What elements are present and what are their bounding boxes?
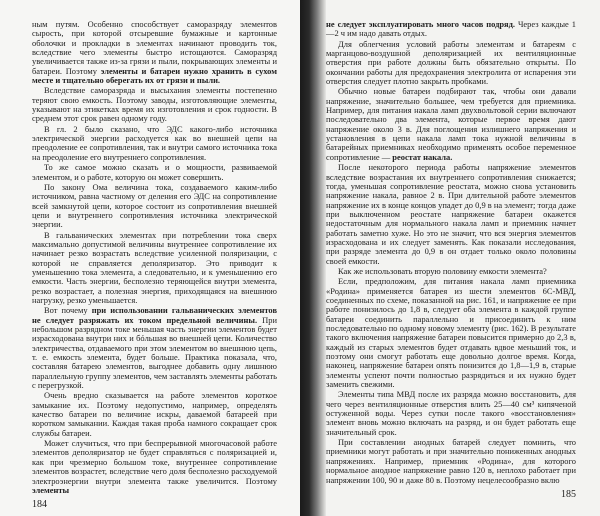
paragraph bbox=[32, 163, 277, 182]
left-page-text bbox=[32, 20, 277, 495]
book-spine-shadow bbox=[300, 0, 326, 516]
page-number: 185 bbox=[561, 488, 576, 500]
text-run: Элементы типа МВД после их разряда можно восстановить, для чего через вентиляционные отверстия влить 25—40 см³ кипяченой остуженной воды. Через сутки после такого «восстановления» элемент вновь можно включать на разряд, и он будет работать еще значительный срок. bbox=[326, 389, 576, 437]
text-run: После некоторого периода работы напряжение элементов вследствие возрастания их внутреннего сопротивления снижается; тогда, уменьшая сопротивление реостата, можно снова установить напряжение накала, равное 2 в. При длительной работе элементов напряжение их в конце концов упадет до 0,9 в на элемент; тогда даже при выключенном реостате напряжение батареи окажется недостаточным для нормального накала ламп и приемник начнет работать заметно хуже. Но это не значит, что вся энергия элементов израсходована и их следует заменять. Как показали исследования, при разряде элемента до 0,9 в он отдает только около половины своей емкости. bbox=[326, 162, 576, 266]
text-run: Вследствие саморазряда и высыхания элементы постепенно теряют свою емкость. Поэтому заводы, изготовляющие элементы, указывают на этикетках время их изготовления и срок годности. В среднем этот срок равен одному году. bbox=[32, 85, 277, 124]
text-run: ным путям. Особенно способствует саморазряду элементов сырость, при которой отсыревшие бумажные и картонные оболочки и прокладки в элементах начинают проводить ток, вследствие чего элементы быстро истощаются. Саморазряд увеличивается также из-за грязи и пыли, покрывающих элементы и батареи. Поэтому bbox=[32, 19, 277, 76]
text-run: Для облегчения условий работы элементам и батареям с марганцово-воздушной деполяризацией их вентиляционные отверстия при работе должны быть обязательно открыты. По окончании работы для предохранения электролита от испарения эти отверстия следует плотно закрыть пробками. bbox=[326, 38, 576, 87]
paragraph bbox=[32, 20, 277, 85]
paragraph bbox=[32, 391, 277, 438]
paragraph bbox=[326, 390, 576, 437]
bold-text: реостат накала. bbox=[392, 151, 453, 162]
text-run: Как же использовать вторую половину емкости элемента? bbox=[338, 265, 547, 276]
paragraph bbox=[326, 163, 576, 266]
text-run: В гл. 2 было сказано, что ЭДС какого-либо источника электрической энергии расходуется как во внешней цепи на преодоление ее сопротивления, так и внутри самого источника тока на преодоление его внутреннего сопротивления. bbox=[32, 123, 277, 162]
paragraph bbox=[32, 125, 277, 162]
page-number: 184 bbox=[32, 499, 47, 511]
paragraph bbox=[326, 87, 576, 162]
paragraph bbox=[32, 439, 277, 495]
paragraph bbox=[32, 86, 277, 123]
paragraph bbox=[32, 306, 277, 390]
bold-text: элементы и батареи нужно хранить в сухом месте и тщательно оберегать их от грязи и пыли. bbox=[32, 65, 277, 86]
text-run: Если, предположим, для питания накала ламп приемника «Родина» применяется батарея из шести элементов 6С-МВД, соединенных по схеме, показанной на рис. 161, и напряжение ее при работе понизилось до 1,8 в, следует оба элемента в каждой группе батареи соединить параллельно и присоединить к ним последовательно по одному новому элементу (рис. 162). В результате такого включения напряжение батареи повысится примерно до 2,3 в, каждый из старых элементов будет отдавать вдвое меньший ток, и поэтому они смогут работать еще довольно долгое время. Когда, наконец, напряжение батареи опять понизится до 1,8—1,9 в, старые элементы успеют почти полностью разрядиться и их нужно будет заменить свежими. bbox=[326, 276, 576, 390]
paragraph bbox=[32, 231, 277, 306]
paragraph bbox=[326, 40, 576, 87]
paragraph bbox=[326, 267, 576, 276]
paragraph bbox=[32, 183, 277, 230]
right-page bbox=[300, 0, 600, 516]
text-run: Вот почему bbox=[44, 305, 92, 316]
paragraph bbox=[326, 20, 576, 39]
text-run: По закону Ома величина тока, создаваемого каким-либо источником, равна частному от деления его ЭДС на сопротивление всей замкнутой цепи, которое состоит из сопротивления внешней цепи и внутреннего сопротивления источника электрической энергии. bbox=[32, 181, 277, 230]
text-run: Обычно новые батареи подбирают так, чтобы они давали напряжение, значительно большее, чем требуется для приемника. Например, для питания накала ламп двухвольтовой серии включают последовательно два элемента, которые первое время дают напряжение около 3 в. Для поглощения излишнего напряжения и установления в цепи накала ламп тока нужной величины в батарейных приемниках необходимо применять особое переменное сопротивление — bbox=[326, 86, 576, 162]
text-run: Может случиться, что при беспрерывной многочасовой работе элементов деполяризатор не будет справляться с поляризацией и, как при чрезмерно большом токе, внутреннее сопротивление элементов возрастет, вследствие чего доля бесполезно расходуемой электроэнергии внутри элемента также увеличится. Поэтому bbox=[32, 438, 277, 486]
text-run: Через каждые 1—2 ч им надо давать отдых. bbox=[326, 19, 576, 39]
right-page-text bbox=[326, 20, 576, 485]
paragraph bbox=[326, 277, 576, 389]
text-run: В гальванических элементах при потреблении тока сверх максимально допустимой величины внутреннее сопротивление их начинает резко возрастать вследствие усиленной поляризации, с которой не справляется деполяризатор. Это приводит к уменьшению тока элемента, а следовательно, и к уменьшению его емкости. Часть энергии, бесполезно теряющейся внутри элемента, резко возрастает, а полезная энергия, приходящаяся на внешнюю нагрузку, резко уменьшается. bbox=[32, 229, 277, 305]
text-run: При составлении анодных батарей следует помнить, что приемники могут работать и при значительно пониженных анодных напряжениях. Например, приемник «Родина», для которого нормальное анодное напряжение равно 120 в, неплохо работает при напряжении 100, 90 и даже 80 в. Поэтому нецелесообразно вклю bbox=[326, 437, 576, 485]
bold-text: элементы bbox=[32, 484, 70, 495]
paragraph bbox=[326, 438, 576, 485]
text-run: При небольшом разрядном токе меньшая часть энергии элементов будет израсходована внутри них и бóльшая во внешней цепи. Количество электричества, отдаваемого при этом элементом во внешнюю цепь, т. е. емкость элемента, будет больше. Практика показала, что, составляя батарею элементов, выгоднее добавить одну лишнюю параллельную группу элементов, чем заставлять элементы работать с перегрузкой. bbox=[32, 314, 277, 391]
bold-text: не следует эксплуатировать много часов подряд. bbox=[326, 19, 515, 29]
bold-text: при использовании гальванических элементов не следует разряжать их током предельной величины. bbox=[32, 305, 277, 325]
text-run: То же самое можно сказать и о мощности, развиваемой элементом, и о работе, которую он может совершить. bbox=[32, 162, 277, 182]
text-run: Очень вредно сказывается на работе элементов короткое замыкание их. Поэтому недопустимо, например, определять качество батареи по величине искры, даваемой батареей при коротком замыкании. Каждая такая проба намного сокращает срок службы батареи. bbox=[32, 390, 277, 438]
